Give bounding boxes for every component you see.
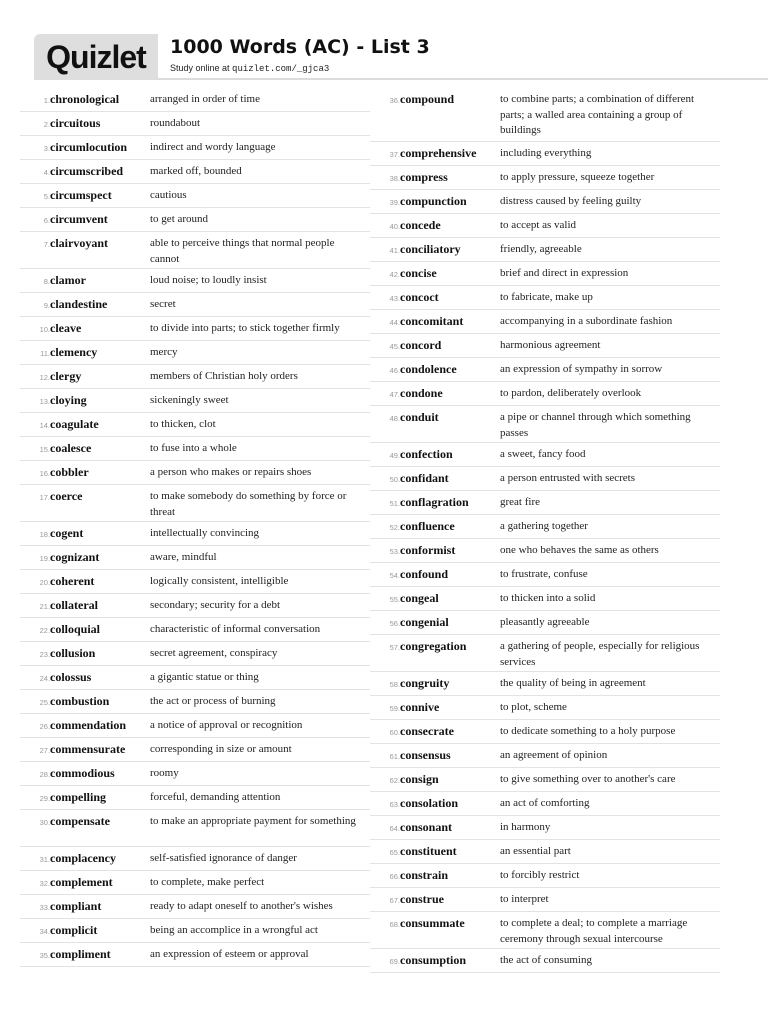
term-word: clemency (50, 345, 98, 359)
term-definition: members of Christian holy orders (150, 370, 298, 382)
term-number: 18. (39, 530, 50, 539)
term-number: 4. (43, 168, 50, 177)
term-row (370, 406, 720, 443)
term-definition: one who behaves the same as others (500, 544, 659, 556)
term-definition: to frustrate, confuse (500, 568, 588, 580)
term-number: 42. (389, 270, 400, 279)
term-word: complicit (50, 923, 98, 937)
term-definition: to forcibly restrict (500, 869, 580, 881)
term-row (20, 570, 370, 594)
term-row (20, 389, 370, 413)
term-number: 17. (39, 493, 50, 502)
term-definition: an agreement of opinion (500, 749, 608, 761)
term-definition: self-satisfied ignorance of danger (150, 852, 297, 864)
term-number: 14. (39, 421, 50, 430)
term-definition: forceful, demanding attention (150, 791, 281, 803)
term-word: compress (400, 170, 448, 184)
term-row (20, 293, 370, 317)
term-definition: secret (150, 298, 176, 310)
term-definition: to dedicate something to a holy purpose (500, 725, 676, 737)
term-word: commodious (50, 766, 115, 780)
term-definition: arranged in order of time (150, 93, 260, 105)
term-word: congruity (400, 676, 450, 690)
term-definition: aware, mindful (150, 551, 217, 563)
term-word: complacency (50, 851, 116, 865)
term-row (370, 310, 720, 334)
term-row (370, 720, 720, 744)
term-number: 8. (43, 277, 50, 286)
term-number: 61. (389, 752, 400, 761)
term-row (370, 888, 720, 912)
term-row (20, 317, 370, 341)
term-row (20, 413, 370, 437)
term-definition: to fuse into a whole (150, 442, 237, 454)
term-row (20, 269, 370, 293)
term-number: 6. (43, 216, 50, 225)
term-number: 9. (43, 301, 50, 310)
term-number: 22. (39, 626, 50, 635)
term-row (20, 437, 370, 461)
term-row (20, 485, 370, 522)
term-number: 26. (39, 722, 50, 731)
term-row (370, 792, 720, 816)
term-row (370, 672, 720, 696)
term-definition: secret agreement, conspiracy (150, 647, 278, 659)
term-number: 53. (389, 547, 400, 556)
term-word: commensurate (50, 742, 126, 756)
term-word: consumption (400, 953, 467, 967)
term-number: 5. (43, 192, 50, 201)
term-definition: great fire (500, 496, 540, 508)
term-word: consummate (400, 916, 465, 930)
term-definition: sickeningly sweet (150, 394, 229, 406)
term-word: compound (400, 92, 455, 106)
term-word: consolation (400, 796, 459, 810)
term-word: consensus (400, 748, 451, 762)
term-definition: a sweet, fancy food (500, 448, 586, 460)
term-row (20, 642, 370, 666)
term-word: congeal (400, 591, 439, 605)
term-definition: to thicken, clot (150, 418, 216, 430)
term-number: 40. (389, 222, 400, 231)
term-row (370, 358, 720, 382)
term-row (370, 587, 720, 611)
term-row (20, 786, 370, 810)
term-definition: a person entrusted with secrets (500, 472, 636, 484)
term-word: colossus (50, 670, 92, 684)
term-number: 20. (39, 578, 50, 587)
term-definition: a gathering of people, especially for religious services (500, 640, 700, 668)
term-definition: to pardon, deliberately overlook (500, 387, 642, 399)
term-number: 35. (39, 951, 50, 960)
term-definition: including everything (500, 147, 592, 159)
term-word: conciliatory (400, 242, 461, 256)
term-definition: to make an appropriate payment for something (150, 815, 356, 827)
term-row (20, 618, 370, 642)
term-number: 55. (389, 595, 400, 604)
term-word: condone (400, 386, 443, 400)
term-list-right-column (370, 88, 720, 973)
term-number: 7. (43, 240, 50, 249)
term-definition: an expression of sympathy in sorrow (500, 363, 663, 375)
term-number: 44. (389, 318, 400, 327)
term-definition: a notice of approval or recognition (150, 719, 303, 731)
term-word: condolence (400, 362, 457, 376)
term-number: 32. (39, 879, 50, 888)
term-number: 57. (389, 643, 400, 652)
term-row (20, 666, 370, 690)
term-definition: to accept as valid (500, 219, 577, 231)
term-word: constituent (400, 844, 457, 858)
term-number: 43. (389, 294, 400, 303)
term-row (20, 738, 370, 762)
term-definition: able to perceive things that normal people cannot (150, 237, 335, 265)
term-definition: cautious (150, 189, 187, 201)
term-definition: accompanying in a subordinate fashion (500, 315, 673, 327)
term-number: 10. (39, 325, 50, 334)
term-row (20, 160, 370, 184)
term-word: constrain (400, 868, 448, 882)
term-number: 69. (389, 957, 400, 966)
study-online-line (170, 63, 329, 74)
term-number: 31. (39, 855, 50, 864)
term-word: compliant (50, 899, 102, 913)
term-definition: to complete, make perfect (150, 876, 265, 888)
term-definition: a person who makes or repairs shoes (150, 466, 312, 478)
term-word: conduit (400, 410, 439, 424)
term-number: 25. (39, 698, 50, 707)
term-row (20, 871, 370, 895)
term-definition: the act or process of burning (150, 695, 276, 707)
term-word: congenial (400, 615, 449, 629)
quizlet-logo: Quizlet (34, 34, 158, 80)
term-row (20, 546, 370, 570)
term-word: concomitant (400, 314, 464, 328)
term-word: clandestine (50, 297, 108, 311)
term-word: circumspect (50, 188, 112, 202)
page-header (34, 34, 734, 80)
term-number: 30. (39, 818, 50, 827)
term-word: clergy (50, 369, 82, 383)
term-number: 59. (389, 704, 400, 713)
term-number: 62. (389, 776, 400, 785)
term-word: cognizant (50, 550, 100, 564)
term-word: compelling (50, 790, 106, 804)
term-row (20, 208, 370, 232)
term-definition: secondary; security for a debt (150, 599, 281, 611)
term-definition: a pipe or channel through which something passes (500, 411, 691, 439)
term-number: 1. (43, 96, 50, 105)
term-row (370, 539, 720, 563)
term-row (370, 262, 720, 286)
term-number: 12. (39, 373, 50, 382)
term-number: 11. (40, 349, 50, 358)
term-row (370, 696, 720, 720)
study-url-link[interactable]: quizlet.com/_gjca3 (232, 64, 330, 74)
term-definition: to thicken into a solid (500, 592, 596, 604)
term-word: concede (400, 218, 441, 232)
term-word: collusion (50, 646, 96, 660)
term-word: circumscribed (50, 164, 124, 178)
term-word: cogent (50, 526, 84, 540)
term-word: complement (50, 875, 113, 889)
term-row (370, 443, 720, 467)
term-number: 47. (389, 390, 400, 399)
term-row (370, 238, 720, 262)
term-row (20, 365, 370, 389)
term-word: concise (400, 266, 437, 280)
term-number: 65. (389, 848, 400, 857)
term-number: 23. (39, 650, 50, 659)
term-definition: to apply pressure, squeeze together (500, 171, 655, 183)
term-word: circuitous (50, 116, 101, 130)
page-title: 1000 Words (AC) - List 3 (170, 36, 430, 58)
term-number: 37. (389, 150, 400, 159)
term-number: 50. (389, 475, 400, 484)
term-number: 27. (39, 746, 50, 755)
term-definition: logically consistent, intelligible (150, 575, 289, 587)
term-definition: marked off, bounded (150, 165, 242, 177)
term-definition: corresponding in size or amount (150, 743, 292, 755)
term-definition: harmonious agreement (500, 339, 601, 351)
term-word: concoct (400, 290, 439, 304)
term-number: 38. (389, 174, 400, 183)
term-row (20, 594, 370, 618)
term-definition: to make somebody do something by force or threat (150, 490, 347, 518)
term-word: cobbler (50, 465, 89, 479)
term-row (20, 810, 370, 847)
term-word: coagulate (50, 417, 99, 431)
term-definition: to complete a deal; to complete a marriage ceremony through sexual intercourse (500, 917, 688, 945)
term-row (20, 919, 370, 943)
term-word: clairvoyant (50, 236, 108, 250)
term-word: coherent (50, 574, 95, 588)
term-number: 21. (39, 602, 50, 611)
term-word: confound (400, 567, 449, 581)
term-definition: pleasantly agreeable (500, 616, 590, 628)
term-row (20, 847, 370, 871)
term-word: coalesce (50, 441, 92, 455)
term-word: compensate (50, 814, 110, 828)
term-definition: to divide into parts; to stick together firmly (150, 322, 340, 334)
term-row (370, 840, 720, 864)
term-definition: an act of comforting (500, 797, 590, 809)
term-word: conflagration (400, 495, 469, 509)
term-word: circumlocution (50, 140, 128, 154)
term-word: coerce (50, 489, 83, 503)
term-row (370, 382, 720, 406)
term-definition: mercy (150, 346, 178, 358)
term-number: 56. (389, 619, 400, 628)
term-definition: roomy (150, 767, 179, 779)
term-definition: indirect and wordy language (150, 141, 276, 153)
term-word: commendation (50, 718, 126, 732)
term-number: 67. (389, 896, 400, 905)
term-definition: a gigantic statue or thing (150, 671, 259, 683)
term-number: 41. (389, 246, 400, 255)
term-number: 60. (389, 728, 400, 737)
term-word: connive (400, 700, 440, 714)
term-row (20, 136, 370, 160)
term-number: 39. (389, 198, 400, 207)
term-number: 33. (39, 903, 50, 912)
term-definition: to combine parts; a combination of different parts; a walled area containing a group of buildings (500, 93, 695, 136)
term-number: 19. (39, 554, 50, 563)
term-row (370, 142, 720, 166)
term-row (20, 232, 370, 269)
term-row (20, 943, 370, 967)
term-number: 34. (39, 927, 50, 936)
term-row (20, 88, 370, 112)
term-row (370, 334, 720, 358)
term-number: 16. (39, 469, 50, 478)
term-number: 24. (39, 674, 50, 683)
term-number: 52. (389, 523, 400, 532)
term-word: cloying (50, 393, 87, 407)
term-row (20, 690, 370, 714)
term-row (370, 864, 720, 888)
term-word: combustion (50, 694, 110, 708)
term-row (370, 286, 720, 310)
term-definition: the quality of being in agreement (500, 677, 646, 689)
term-row (370, 635, 720, 672)
term-number: 2. (43, 120, 50, 129)
term-word: collateral (50, 598, 98, 612)
term-word: cleave (50, 321, 82, 335)
term-number: 51. (389, 499, 400, 508)
term-word: chronological (50, 92, 120, 106)
term-word: clamor (50, 273, 86, 287)
term-word: colloquial (50, 622, 101, 636)
term-word: construe (400, 892, 444, 906)
study-online-prefix: Study online at (170, 63, 233, 73)
term-number: 48. (389, 414, 400, 423)
term-definition: to interpret (500, 893, 549, 905)
term-number: 3. (43, 144, 50, 153)
term-definition: the act of consuming (500, 954, 592, 966)
term-word: congregation (400, 639, 467, 653)
term-word: confidant (400, 471, 449, 485)
term-row (370, 563, 720, 587)
term-row (370, 912, 720, 949)
term-row (370, 744, 720, 768)
term-row (20, 341, 370, 365)
term-word: compunction (400, 194, 467, 208)
term-definition: roundabout (150, 117, 201, 129)
term-row (370, 768, 720, 792)
term-word: compliment (50, 947, 111, 961)
term-number: 66. (389, 872, 400, 881)
term-word: concord (400, 338, 442, 352)
term-row (20, 184, 370, 208)
term-word: consign (400, 772, 439, 786)
term-number: 15. (39, 445, 50, 454)
term-row (20, 762, 370, 786)
term-definition: to give something over to another's care (500, 773, 676, 785)
term-row (370, 190, 720, 214)
term-definition: characteristic of informal conversation (150, 623, 321, 635)
term-row (20, 714, 370, 738)
term-definition: an expression of esteem or approval (150, 948, 309, 960)
term-list-left-column (20, 88, 370, 967)
term-number: 58. (389, 680, 400, 689)
term-definition: to plot, scheme (500, 701, 567, 713)
term-definition: a gathering together (500, 520, 588, 532)
term-row (370, 88, 720, 142)
term-word: circumvent (50, 212, 108, 226)
term-number: 36. (389, 96, 400, 105)
term-word: consonant (400, 820, 453, 834)
term-row (20, 112, 370, 136)
term-definition: to get around (150, 213, 209, 225)
term-word: conformist (400, 543, 456, 557)
term-row (370, 467, 720, 491)
term-row (20, 522, 370, 546)
term-row (370, 166, 720, 190)
term-definition: to fabricate, make up (500, 291, 593, 303)
term-number: 68. (389, 920, 400, 929)
term-definition: friendly, agreeable (500, 243, 582, 255)
term-number: 28. (39, 770, 50, 779)
term-definition: loud noise; to loudly insist (150, 274, 267, 286)
term-word: consecrate (400, 724, 454, 738)
term-row (20, 461, 370, 485)
term-number: 45. (389, 342, 400, 351)
term-row (370, 949, 720, 973)
term-row (370, 491, 720, 515)
term-definition: distress caused by feeling guilty (500, 195, 642, 207)
term-definition: brief and direct in expression (500, 267, 629, 279)
term-definition: intellectually convincing (150, 527, 260, 539)
term-row (370, 611, 720, 635)
term-number: 13. (39, 397, 50, 406)
term-definition: in harmony (500, 821, 551, 833)
term-word: confection (400, 447, 453, 461)
term-definition: being an accomplice in a wrongful act (150, 924, 318, 936)
term-number: 63. (389, 800, 400, 809)
term-definition: an essential part (500, 845, 571, 857)
term-number: 54. (389, 571, 400, 580)
header-divider (158, 78, 768, 80)
term-number: 49. (389, 451, 400, 460)
term-number: 29. (39, 794, 50, 803)
term-row (370, 816, 720, 840)
term-row (20, 895, 370, 919)
term-row (370, 214, 720, 238)
term-word: comprehensive (400, 146, 477, 160)
term-number: 46. (389, 366, 400, 375)
term-number: 64. (389, 824, 400, 833)
term-definition: ready to adapt oneself to another's wishes (150, 900, 333, 912)
term-row (370, 515, 720, 539)
term-word: confluence (400, 519, 455, 533)
